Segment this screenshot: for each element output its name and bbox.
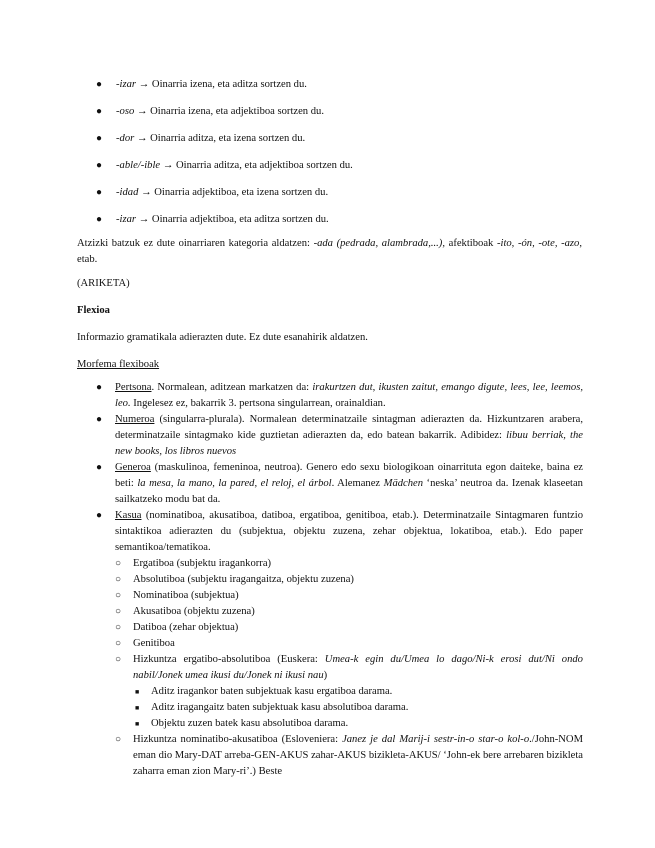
bullet-icon: ● bbox=[96, 510, 103, 521]
list-item-persona: ● Pertsona. Normalean, aditzean markatzen da: irakurtzen dut, ikusten zaitut, emango digute, lees, lee, leemos, leo. Ingelesez ez, bakarrik 3. pertsona singularrean, orainaldian. bbox=[96, 382, 583, 409]
list-item-ergative: ○ Hizkuntza ergatibo-absolutiboa (Euskera: Umea-k egin du/Umea lo dago/Ni-k erosi dut/Ni ondo nabil/Jonek umea ikusi du/Jonek ni ikusi nau) ■ Aditz iragankor baten subjektuak kasu ergatiboa darama. ■ Aditz iragangaitz baten subjektuak kasu absolutiboa darama. ■ Objektu zuzen batek kasu absolutiboa darama. bbox=[115, 652, 583, 732]
list-item-kasua: ● Kasua (nominatiboa, akusatiboa, datiboa, ergatiboa, genitiboa, etab.). Determinatzaile Sintagmaren funtzio sintaktikoa adierazten du (subjektua, objektu zuzena, zehar objektua, lokatiboa, etab.). Edo paper semantikoa/tematikoa. ○ Ergatiboa (subjektu iragankorra) ○ Absolutiboa (subjektu iragangaitza, objektu zuzena) ○ Nominatiboa (subjektua) ○ Akusatiboa (objektu zuzena) ○ Datiboa (zehar objektua) ○ Genitiboa ○ Hizkuntza ergatibo-absolutiboa (Euskera: Umea-k egin du/Umea lo dago/Ni-k erosi dut/Ni ondo nabil/Jonek umea ikusi du/Jonek ni ikusi nau) ■ Aditz iragankor baten subjektuak kasu ergatiboa darama. ■ Aditz iragangaitz baten subjektuak kasu absolutiboa darama. ■ Objektu zuzen batek kasu absolutiboa darama. ○ Hizkuntza nominatibo-akusatiboa (Esloveniera: Janez je dal Marij-i sestr-in-o star-o kol-o./John-NOM eman dio Mary-DAT arreba-GEN-AKUS zahar-AKUS bizikleta-AKUS/ ‘John-ek bere arrebaren bizikleta zaharra eman zion Mary-ri’.) Beste bbox=[96, 508, 583, 780]
list-item: ○ Absolutiboa (subjektu iragangaitza, objektu zuzena) bbox=[115, 572, 583, 588]
arrow-icon: → bbox=[162, 160, 174, 171]
list-item-numero: ● Numeroa (singularra-plurala). Normalean determinatzaile sintagman adierazten da. Hizkuntzaren arabera, determinatzaile sintagmako kide guztietan adierazten da, edo batean bakarrik. Adibidez: libuu berriak, the new books, los libros nuevos bbox=[96, 414, 583, 457]
bullet-icon: ● bbox=[96, 214, 103, 225]
square-bullet-icon: ■ bbox=[135, 688, 140, 696]
bullet-icon: ● bbox=[96, 160, 103, 171]
list-item: ● -dor → Oinarria aditza, eta izena sortzen du. bbox=[96, 131, 616, 158]
list-item: ● -idad → Oinarria adjektiboa, eta izena sortzen du. bbox=[96, 185, 616, 212]
arrow-icon: → bbox=[136, 133, 148, 144]
list-item: ■ Aditz iragankor baten subjektuak kasu ergatiboa darama. bbox=[133, 684, 583, 700]
arrow-icon: → bbox=[138, 79, 150, 90]
list-item: ● -izar → Oinarria izena, eta aditza sortzen du. bbox=[96, 77, 616, 104]
exercise-label: (ARIKETA) bbox=[77, 278, 130, 289]
circle-bullet-icon: ○ bbox=[115, 734, 122, 745]
list-item: ○ Genitiboa bbox=[115, 636, 583, 652]
circle-bullet-icon: ○ bbox=[115, 558, 122, 569]
circle-bullet-icon: ○ bbox=[115, 654, 122, 665]
list-item: ○ Akusatiboa (objektu zuzena) bbox=[115, 604, 583, 620]
bullet-icon: ● bbox=[96, 106, 103, 117]
circle-bullet-icon: ○ bbox=[115, 590, 122, 601]
bullet-icon: ● bbox=[96, 79, 103, 90]
list-item: ■ Objektu zuzen batek kasu absolutiboa darama. bbox=[133, 716, 583, 732]
subheading: Morfema flexiboak bbox=[77, 359, 160, 370]
list-item: ● -izar → Oinarria adjektiboa, eta aditza sortzen du. bbox=[96, 212, 616, 239]
list-item: ● -oso → Oinarria izena, eta adjektiboa sortzen du. bbox=[96, 104, 616, 131]
list-item: ○ Ergatiboa (subjektu iragankorra) bbox=[115, 556, 583, 572]
list-item: ○ Nominatiboa (subjektua) bbox=[115, 588, 583, 604]
suffix-list bbox=[96, 77, 616, 239]
bullet-icon: ● bbox=[96, 462, 103, 473]
intro-paragraph: Informazio gramatikala adierazten dute. Ez dute esanahirik aldatzen. bbox=[77, 332, 368, 343]
ergative-points bbox=[133, 684, 583, 732]
circle-bullet-icon: ○ bbox=[115, 574, 122, 585]
arrow-icon: → bbox=[141, 187, 152, 198]
bullet-icon: ● bbox=[96, 382, 103, 393]
list-item-genero: ● Generoa (maskulinoa, femeninoa, neutroa). Genero edo sexu biologikoan oinarrituta egon daiteke, baina ez beti: la mesa, la mano, la pared, el reloj, el árbol. Alemanez Mädchen ‘neska’ neutroa da. Izenak klaseetan sailkatzeko modu bat da. bbox=[96, 462, 583, 505]
list-item: ● -able/-ible → Oinarria aditza, eta adjektiboa sortzen du. bbox=[96, 158, 616, 185]
list-item: ○ Datiboa (zehar objektua) bbox=[115, 620, 583, 636]
list-item-nominative: ○ Hizkuntza nominatibo-akusatiboa (Esloveniera: Janez je dal Marij-i sestr-in-o star-o kol-o./John-NOM eman dio Mary-DAT arreba-GEN-AKUS zahar-AKUS bizikleta-AKUS/ ‘John-ek bere arrebaren bizikleta zaharra eman zion Mary-ri’.) Beste bbox=[115, 734, 583, 777]
case-list bbox=[115, 556, 583, 780]
circle-bullet-icon: ○ bbox=[115, 622, 122, 633]
arrow-icon: → bbox=[138, 214, 150, 225]
inflection-list bbox=[96, 380, 583, 780]
section-heading: Flexioa bbox=[77, 305, 110, 316]
bullet-icon: ● bbox=[96, 187, 103, 198]
circle-bullet-icon: ○ bbox=[115, 606, 122, 617]
arrow-icon: → bbox=[136, 106, 148, 117]
bullet-icon: ● bbox=[96, 414, 103, 425]
bullet-icon: ● bbox=[96, 133, 103, 144]
circle-bullet-icon: ○ bbox=[115, 638, 122, 649]
list-item: ■ Aditz iragangaitz baten subjektuak kasu absolutiboa darama. bbox=[133, 700, 583, 716]
square-bullet-icon: ■ bbox=[135, 720, 140, 728]
square-bullet-icon: ■ bbox=[135, 704, 140, 712]
suffix-note: Atzizki batzuk ez dute oinarriaren kategoria aldatzen: -ada (pedrada, alambrada,...), afektiboak -ito, -ón, -ote, -azo, etab. bbox=[77, 238, 582, 265]
